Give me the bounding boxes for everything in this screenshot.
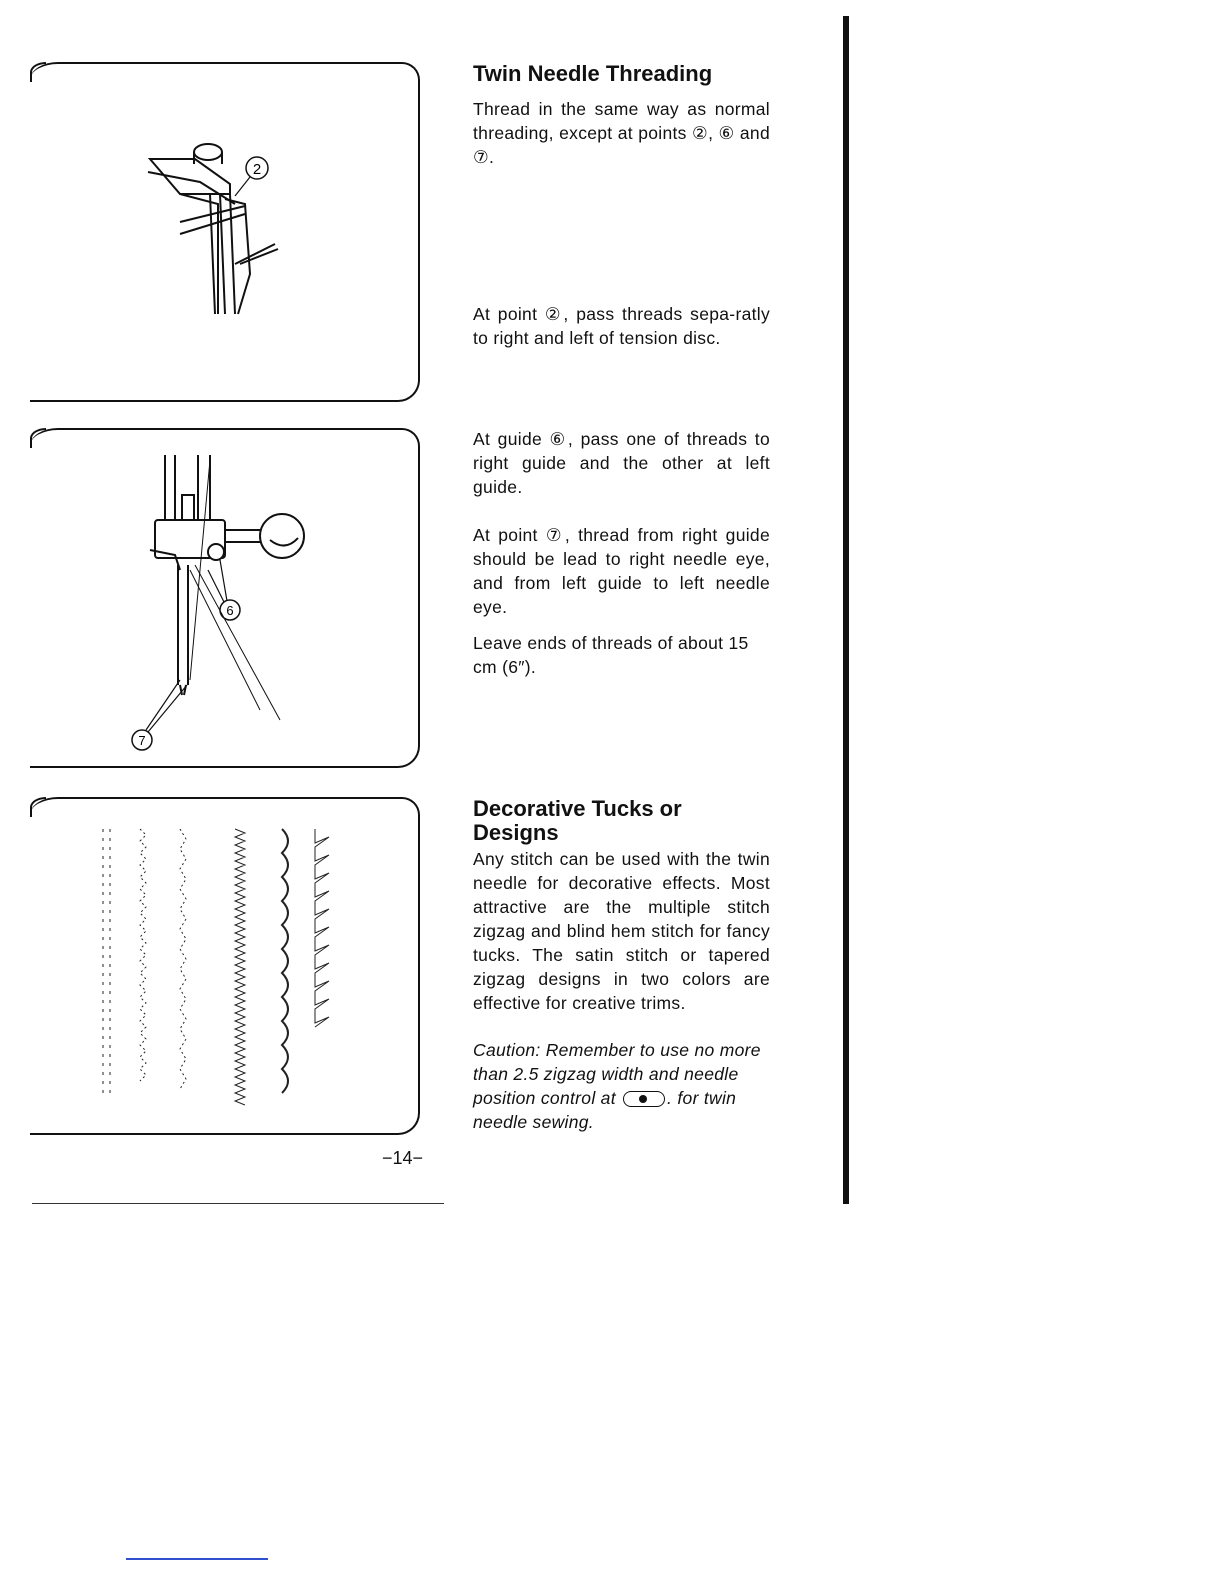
binding-edge-bar: [843, 16, 849, 1204]
page-number: −14−: [382, 1148, 424, 1168]
svg-text:7: 7: [138, 733, 146, 748]
figure-thread-guide: [30, 428, 420, 768]
para-intro: Thread in the same way as normal threading, except at points ②, ⑥ and ⑦.: [473, 99, 770, 167]
caution-text-1: Caution: Remember to use no more than 2.5 zigzag width and needle position control at: [473, 1040, 761, 1108]
blue-rule: [126, 1558, 268, 1560]
stitch-samples-illustration: [30, 799, 422, 1137]
para-guide-6: At guide ⑥, pass one of threads to right guide and the other at left guide.: [473, 429, 770, 497]
svg-text:2: 2: [252, 161, 262, 178]
callout-6: [208, 560, 240, 620]
callout-2: [235, 157, 268, 196]
para-point-7: At point ⑦, thread from right guide should be lead to right needle eye, and from left guide to left needle eye.: [473, 525, 770, 617]
figure-stitch-samples: [30, 797, 420, 1135]
thread-guide-illustration: [30, 430, 422, 770]
page-bottom-rule: [32, 1203, 444, 1204]
caution-text-2: . for twin needle sewing.: [473, 1088, 737, 1132]
needle-position-icon: [623, 1091, 665, 1107]
para-caution: [473, 1038, 770, 1134]
tension-disc-illustration: [30, 64, 422, 404]
para-decorative: Any stitch can be used with the twin needle for decorative effects. Most attractive are the multiple stitch zigzag and blind hem stitch for fancy tucks. The satin stitch or tapered zigzag designs in two colors are effective for creative trims.: [473, 849, 770, 1013]
heading-line-1: Decorative Tucks or: [473, 796, 682, 821]
heading-twin-needle-threading: Twin Needle Threading: [473, 61, 713, 86]
svg-text:6: 6: [226, 603, 234, 618]
figure-tension-disc: [30, 62, 420, 402]
para-leave-ends: Leave ends of threads of about 15 cm (6″).: [473, 633, 749, 677]
heading-line-2: Designs: [473, 820, 559, 845]
heading-decorative-tucks: [473, 797, 682, 845]
para-point-2: At point ②, pass threads sepa-ratly to right and left of tension disc.: [473, 304, 770, 348]
callout-7: [132, 680, 187, 750]
